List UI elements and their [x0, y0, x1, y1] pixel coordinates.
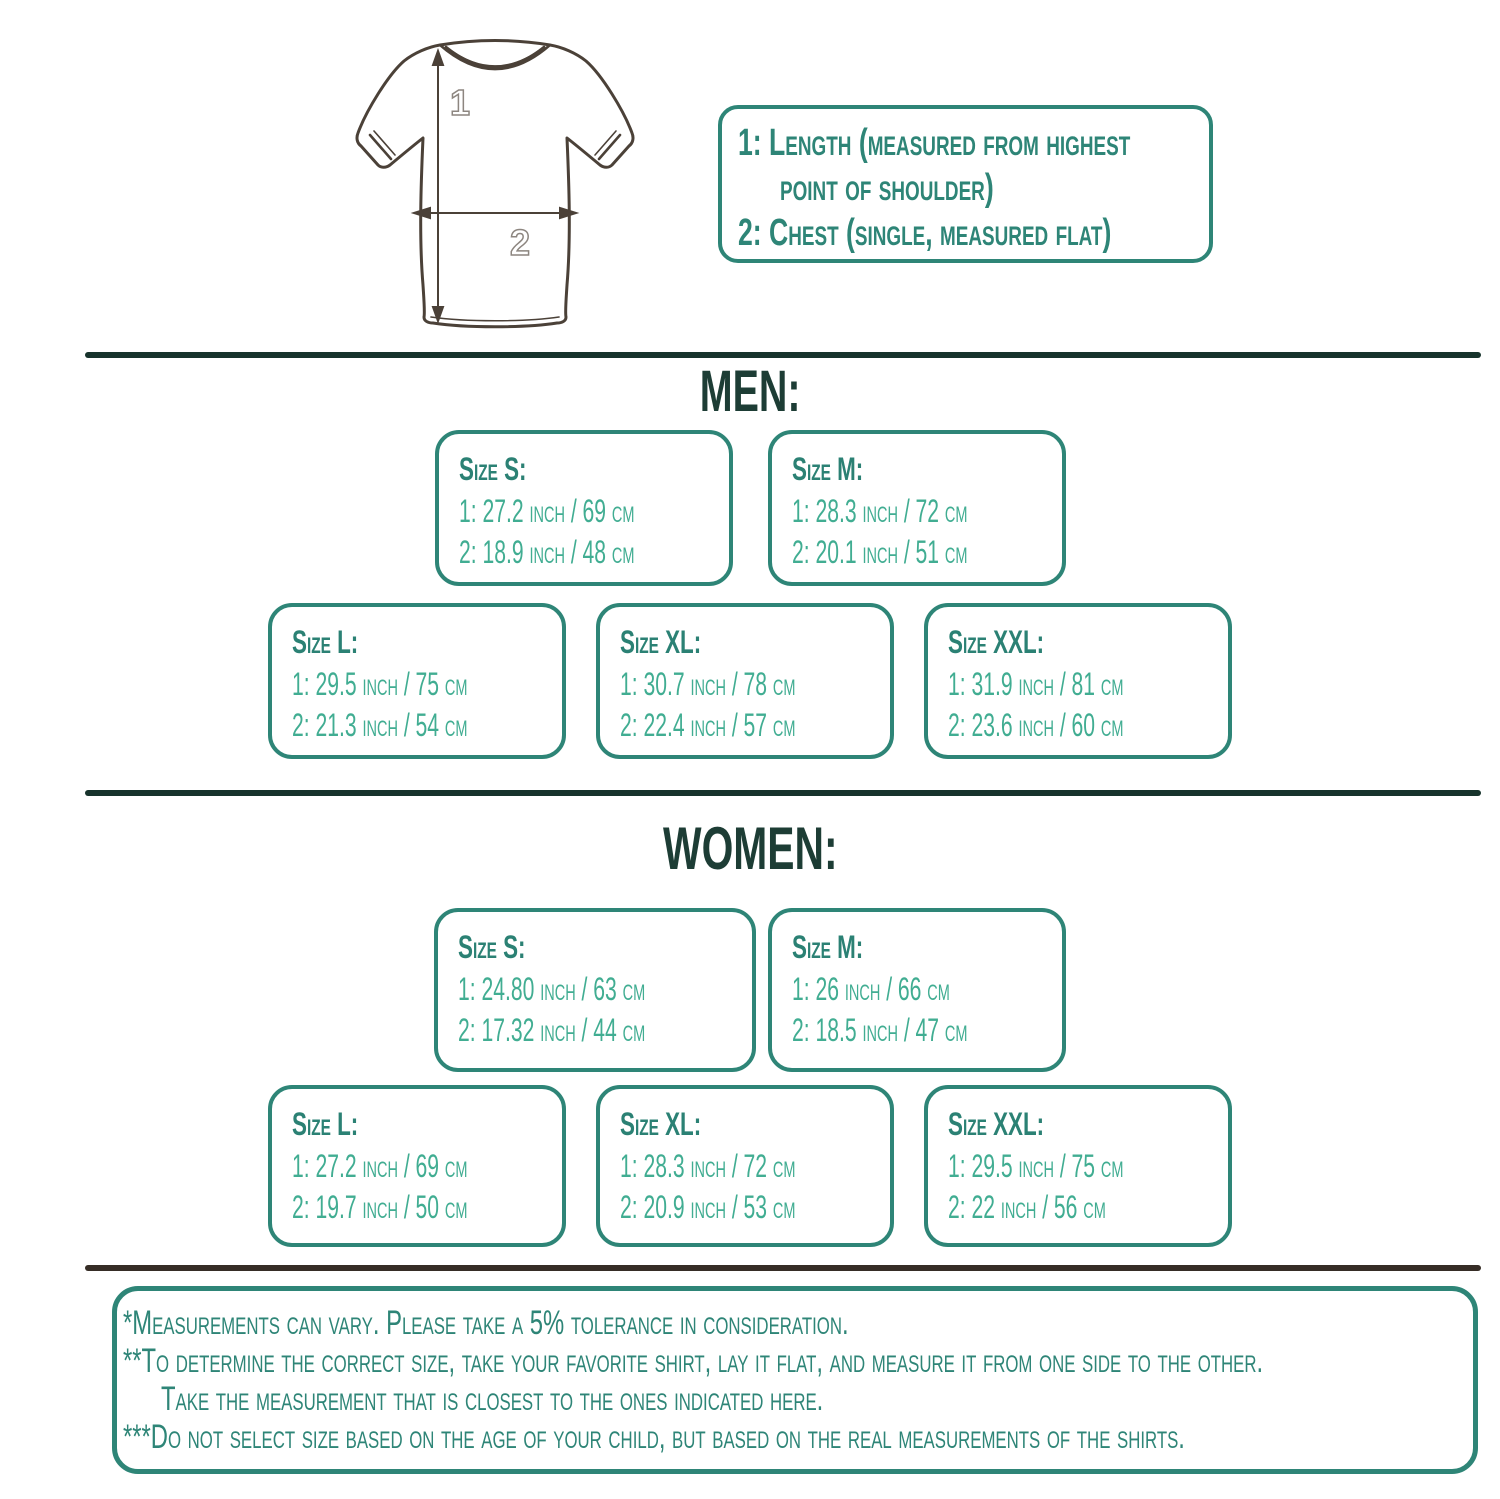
size-length: 1: 26 inch / 66 cm	[792, 971, 950, 1007]
note-tolerance: *Measurements can vary. Please take a 5% tolerance in consideration.	[123, 1304, 849, 1342]
section-divider-bottom	[85, 1265, 1481, 1271]
size-box-women-m	[768, 908, 1066, 1072]
size-chest: 2: 22 inch / 56 cm	[948, 1189, 1106, 1225]
men-row-2	[0, 603, 1500, 759]
size-box-men-l	[268, 603, 566, 759]
diagram-label-2: 2	[510, 222, 531, 263]
size-title: Size M:	[791, 451, 863, 487]
men-row-1	[0, 430, 1500, 586]
tshirt-diagram	[350, 33, 640, 329]
size-chest: 2: 23.6 inch / 60 cm	[948, 707, 1124, 743]
size-title: Size XXL:	[948, 1106, 1045, 1142]
women-row-1	[0, 908, 1500, 1072]
size-chest: 2: 21.3 inch / 54 cm	[292, 707, 468, 743]
note-how-to-measure-cont: Take the measurement that is closest to the ones indicated here.	[161, 1380, 824, 1418]
measurement-legend-box	[718, 105, 1213, 263]
size-length: 1: 24.80 inch / 63 cm	[458, 971, 646, 1007]
size-title: Size S:	[458, 929, 526, 965]
size-chest: 2: 18.5 inch / 47 cm	[792, 1012, 968, 1048]
size-box-men-s	[435, 430, 733, 586]
size-box-men-xxl	[924, 603, 1232, 759]
size-box-women-xl	[596, 1085, 894, 1247]
size-chest: 2: 19.7 inch / 50 cm	[292, 1189, 468, 1225]
size-length: 1: 30.7 inch / 78 cm	[620, 666, 796, 702]
size-length: 1: 29.5 inch / 75 cm	[948, 1148, 1124, 1184]
size-box-men-xl	[596, 603, 894, 759]
size-box-women-l	[268, 1085, 566, 1247]
note-child-size: ***Do not select size based on the age of your child, but based on the real measurements of the shirts.	[123, 1418, 1185, 1456]
size-title: Size L:	[292, 1106, 359, 1142]
size-length: 1: 31.9 inch / 81 cm	[948, 666, 1124, 702]
women-heading: WOMEN:	[662, 815, 838, 882]
size-title: Size XXL:	[948, 624, 1045, 660]
size-title: Size XL:	[620, 1106, 702, 1142]
size-chest: 2: 22.4 inch / 57 cm	[620, 707, 796, 743]
legend-line-2: point of shoulder)	[780, 167, 994, 209]
size-length: 1: 27.2 inch / 69 cm	[458, 493, 634, 529]
size-title: Size M:	[792, 929, 864, 965]
size-chest: 2: 20.9 inch / 53 cm	[620, 1189, 796, 1225]
size-chest: 2: 18.9 inch / 48 cm	[458, 534, 634, 570]
legend-line-1: 1: Length (measured from highest	[738, 122, 1131, 164]
men-heading: MEN:	[699, 359, 801, 424]
size-length: 1: 29.5 inch / 75 cm	[292, 666, 468, 702]
size-title: Size S:	[458, 451, 527, 487]
size-chest: 2: 17.32 inch / 44 cm	[458, 1012, 646, 1048]
diagram-label-1: 1	[450, 82, 471, 123]
size-title: Size XL:	[620, 624, 702, 660]
women-row-2	[0, 1085, 1500, 1247]
legend-line-3: 2: Chest (single, measured flat)	[738, 212, 1112, 254]
size-chest: 2: 20.1 inch / 51 cm	[791, 534, 967, 570]
note-how-to-measure: **To determine the correct size, take your favorite shirt, lay it flat, and measure it from one side to the other.	[123, 1342, 1264, 1380]
section-divider-middle	[85, 790, 1481, 796]
size-length: 1: 28.3 inch / 72 cm	[620, 1148, 796, 1184]
notes-box	[112, 1286, 1478, 1474]
size-box-women-s	[434, 908, 756, 1072]
size-length: 1: 28.3 inch / 72 cm	[791, 493, 967, 529]
tshirt-body-outline	[357, 41, 633, 327]
size-length: 1: 27.2 inch / 69 cm	[292, 1148, 468, 1184]
size-box-men-m	[768, 430, 1066, 586]
size-title: Size L:	[292, 624, 359, 660]
size-box-women-xxl	[924, 1085, 1232, 1247]
